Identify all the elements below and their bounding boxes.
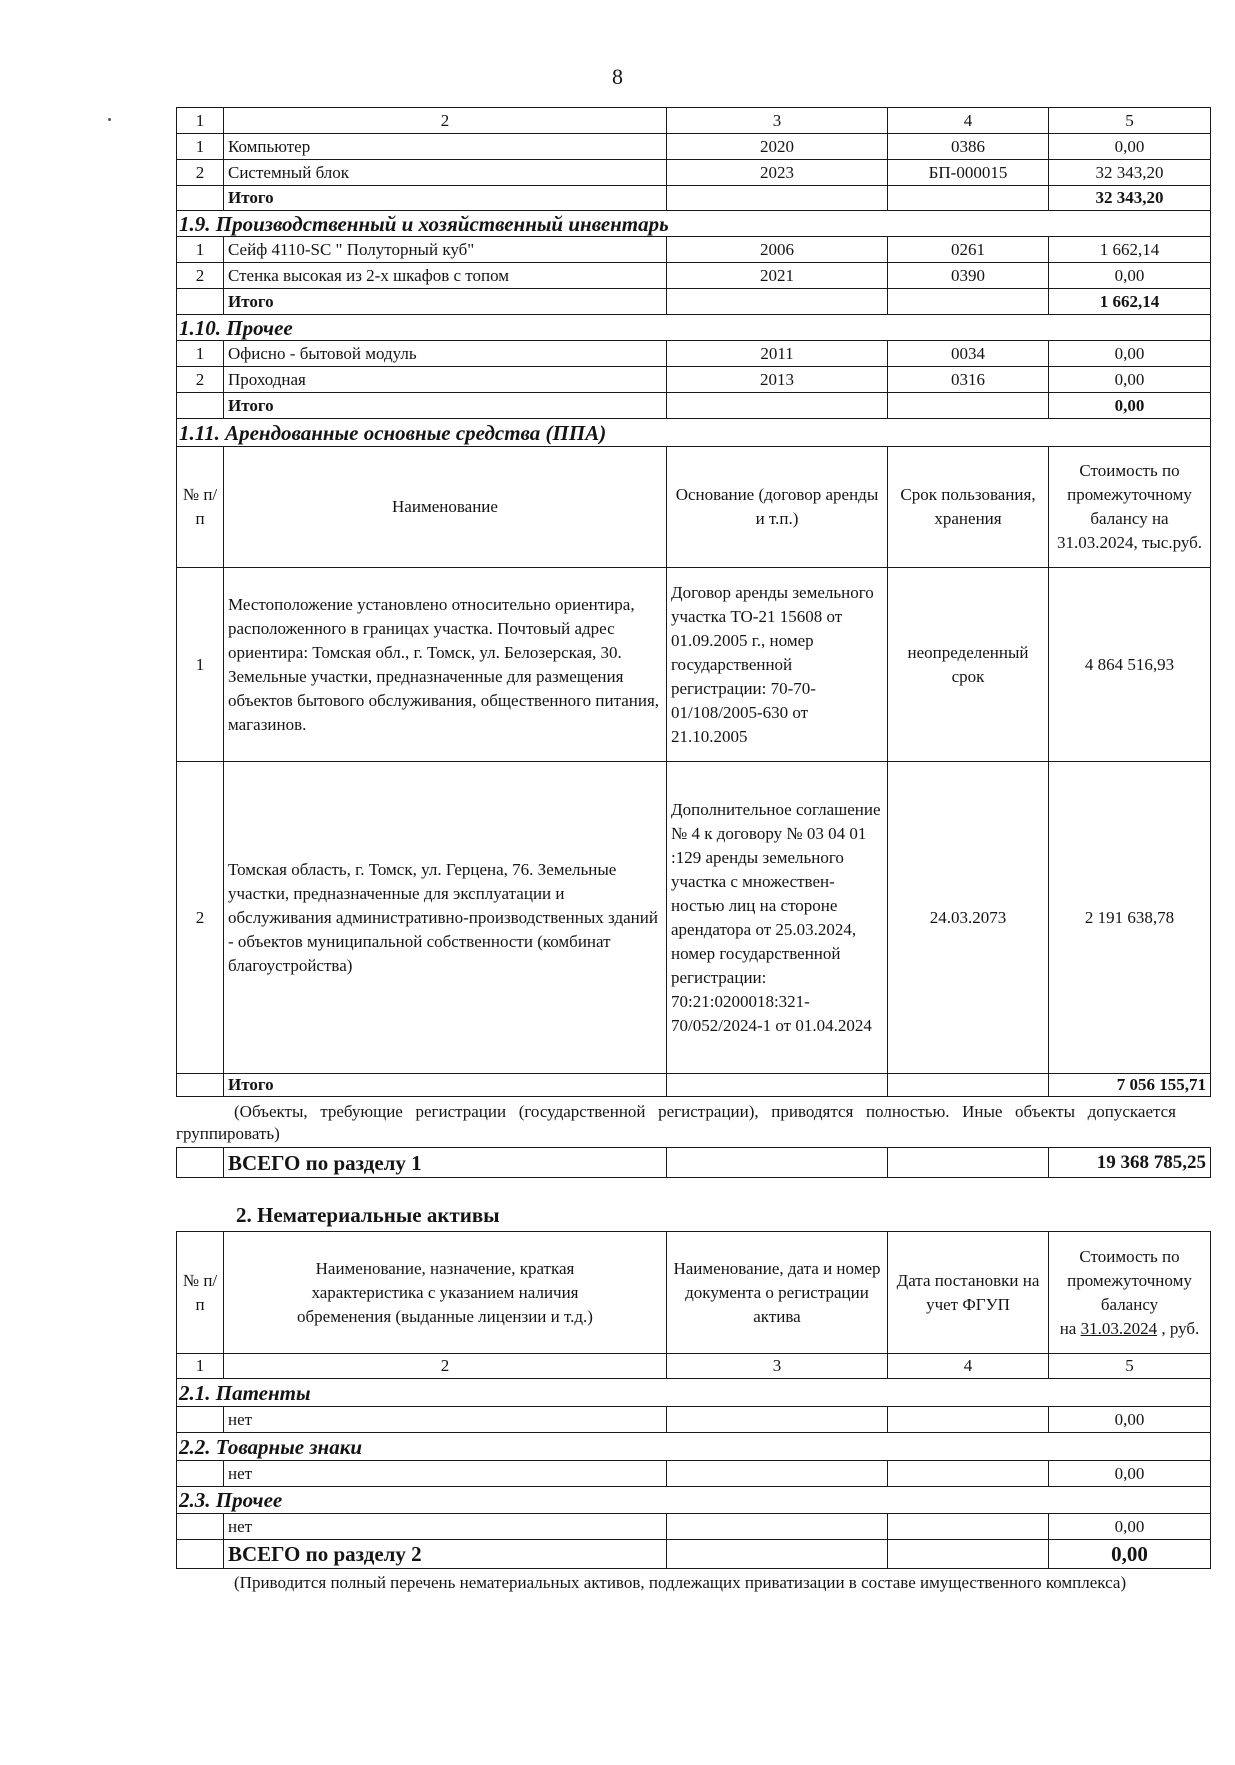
empty-cell [888, 289, 1049, 315]
item-value: 32 343,20 [1049, 160, 1211, 186]
table-row [177, 341, 1211, 367]
empty-cell [667, 1148, 888, 1178]
grand-total-row [177, 1540, 1211, 1569]
item-name: Проходная [224, 367, 667, 393]
empty-cell [888, 1074, 1049, 1097]
empty-cell [177, 1514, 224, 1540]
col-num-4: 4 [888, 1354, 1049, 1379]
item-name: Сейф 4110-SC " Полуторный куб" [224, 237, 667, 263]
header-value-date: 31.03.2024 [1080, 1318, 1158, 1338]
column-number-row [177, 1354, 1211, 1379]
leased-item-value: 2 191 638,78 [1049, 762, 1211, 1074]
empty-cell [667, 393, 888, 419]
empty-cell [177, 1148, 224, 1178]
item-name: нет [224, 1461, 667, 1487]
col-num-2: 2 [224, 108, 667, 134]
total-row [177, 289, 1211, 315]
header-row [177, 447, 1211, 568]
section-title-2-1: 2.1. Патенты [177, 1379, 1211, 1407]
header-basis: Основание (договор аренды и т.п.) [667, 447, 888, 568]
header-term: Срок пользования, хранения [888, 447, 1049, 568]
item-year: 2013 [667, 367, 888, 393]
item-inventory-number: БП-000015 [888, 160, 1049, 186]
empty-cell [888, 1407, 1049, 1433]
header-name: Наименование [224, 447, 667, 568]
col-num-4: 4 [888, 108, 1049, 134]
empty-cell [177, 289, 224, 315]
page-number: 8 [612, 64, 623, 89]
column-number-row [177, 108, 1211, 134]
section-header-row [177, 315, 1211, 341]
row-number: 2 [177, 263, 224, 289]
intangible-assets-table [176, 1231, 1211, 1569]
item-year: 2023 [667, 160, 888, 186]
header-name: Наименование, назначение, краткая характеристика с указанием наличия обременения (выданные лицензии и т.д.) [224, 1232, 667, 1354]
empty-cell [177, 1461, 224, 1487]
header-value-on: на [1059, 1318, 1077, 1338]
col-num-3: 3 [667, 108, 888, 134]
col-num-2: 2 [224, 1354, 667, 1379]
item-name: Стенка высокая из 2-х шкафов с топом [224, 263, 667, 289]
section-header-row [177, 419, 1211, 447]
header-num: № п/п [177, 1232, 224, 1354]
item-value: 0,00 [1049, 341, 1211, 367]
leased-item-name: Местоположение установлено относительно ориентира, расположенного в границах участка. Почтовый адрес ориентира: Томская обл., г. Томск, ул. Белозерская, 30. Земельные участки, предназначенные для размещения объектов бытового обслуживания, общественного питания, магазинов. [224, 568, 667, 762]
table-row [177, 367, 1211, 393]
section-title-1-10: 1.10. Прочее [177, 315, 1211, 341]
section-title-1-9: 1.9. Производственный и хозяйственный инвентарь [177, 211, 1211, 237]
item-value: 0,00 [1049, 263, 1211, 289]
total-value: 1 662,14 [1049, 289, 1211, 315]
item-year: 2020 [667, 134, 888, 160]
total-label: Итого [224, 289, 667, 315]
item-inventory-number: 0261 [888, 237, 1049, 263]
header-document: Наименование, дата и номер документа о регистрации актива [667, 1232, 888, 1354]
section-header-row [177, 1487, 1211, 1514]
row-number: 1 [177, 341, 224, 367]
table-row [177, 237, 1211, 263]
table-row [177, 134, 1211, 160]
empty-cell [177, 1407, 224, 1433]
section-1-note: (Объекты, требующие регистрации (государственной регистрации), приводятся полностью. Иные объекты допускается группировать) [176, 1102, 1176, 1143]
total-row [177, 393, 1211, 419]
item-year: 2021 [667, 263, 888, 289]
section-header-row [177, 1433, 1211, 1461]
grand-total-label: ВСЕГО по разделу 1 [224, 1148, 667, 1178]
item-name: нет [224, 1514, 667, 1540]
empty-cell [667, 186, 888, 211]
header-value: Стоимость по промежуточному балансу на 31.03.2024, тыс.руб. [1049, 447, 1211, 568]
col-num-1: 1 [177, 108, 224, 134]
item-year: 2006 [667, 237, 888, 263]
section-title-2-2: 2.2. Товарные знаки [177, 1433, 1211, 1461]
header-row [177, 1232, 1211, 1354]
empty-cell [667, 289, 888, 315]
total-value: 7 056 155,71 [1049, 1074, 1211, 1097]
empty-cell [177, 1074, 224, 1097]
section-2-note: (Приводится полный перечень нематериальных активов, подлежащих приватизации в составе имущественного комплекса) [234, 1573, 1127, 1592]
item-year: 2011 [667, 341, 888, 367]
item-value: 0,00 [1049, 134, 1211, 160]
empty-cell [888, 1148, 1049, 1178]
item-inventory-number: 0386 [888, 134, 1049, 160]
table-row [177, 1407, 1211, 1433]
col-num-3: 3 [667, 1354, 888, 1379]
grand-total-row [177, 1148, 1211, 1178]
empty-cell [888, 186, 1049, 211]
empty-cell [667, 1407, 888, 1433]
col-num-5: 5 [1049, 1354, 1211, 1379]
col-num-5: 5 [1049, 108, 1211, 134]
row-number: 1 [177, 134, 224, 160]
leased-item-term: неопределенный срок [888, 568, 1049, 762]
assets-table-section-1 [176, 107, 1211, 1097]
section-1-grand-total [176, 1147, 1211, 1178]
grand-total-value: 19 368 785,25 [1049, 1148, 1211, 1178]
total-value: 32 343,20 [1049, 186, 1211, 211]
empty-cell [667, 1461, 888, 1487]
header-value [1049, 1232, 1211, 1354]
header-date: Дата постановки на учет ФГУП [888, 1232, 1049, 1354]
col-num-1: 1 [177, 1354, 224, 1379]
leased-item-value: 4 864 516,93 [1049, 568, 1211, 762]
header-value-suffix: , руб. [1161, 1318, 1200, 1338]
item-name: Офисно - бытовой модуль [224, 341, 667, 367]
table-row [177, 1461, 1211, 1487]
section-2-title: 2. Нематериальные активы [236, 1203, 500, 1227]
grand-total-label: ВСЕГО по разделу 2 [224, 1540, 667, 1569]
total-value: 0,00 [1049, 393, 1211, 419]
table-row [177, 762, 1211, 1074]
item-value: 0,00 [1049, 1514, 1211, 1540]
table-row [177, 1514, 1211, 1540]
section-header-row [177, 211, 1211, 237]
item-value: 0,00 [1049, 1461, 1211, 1487]
section-title-2-3: 2.3. Прочее [177, 1487, 1211, 1514]
empty-cell [667, 1540, 888, 1569]
row-number: 2 [177, 160, 224, 186]
item-inventory-number: 0316 [888, 367, 1049, 393]
total-label: Итого [224, 1074, 667, 1097]
leased-item-basis: Дополнительное соглашение № 4 к договору № 03 04 01 :129 аренды земельного участка с множествен-ностью лиц на стороне арендатора от 25.03.2024, номер государственной регистрации: 70:21:0200018:321-70/052/2024-1 от 01.04.2024 [667, 762, 888, 1074]
item-name: нет [224, 1407, 667, 1433]
section-header-row [177, 1379, 1211, 1407]
row-number: 1 [177, 568, 224, 762]
header-value-prefix: Стоимость по промежуточному балансу [1067, 1246, 1192, 1314]
total-row [177, 1074, 1211, 1097]
item-inventory-number: 0390 [888, 263, 1049, 289]
total-label: Итого [224, 186, 667, 211]
table-row [177, 568, 1211, 762]
leased-item-basis: Договор аренды земельного участка ТО-21 15608 от 01.09.2005 г., номер государственной регистрации: 70-70-01/108/2005-630 от 21.10.2005 [667, 568, 888, 762]
empty-cell [177, 186, 224, 211]
item-name: Системный блок [224, 160, 667, 186]
item-name: Компьютер [224, 134, 667, 160]
row-number: 2 [177, 367, 224, 393]
item-value: 0,00 [1049, 367, 1211, 393]
empty-cell [177, 1540, 224, 1569]
empty-cell [888, 1514, 1049, 1540]
total-row [177, 186, 1211, 211]
table-row [177, 160, 1211, 186]
grand-total-value: 0,00 [1049, 1540, 1211, 1569]
row-number: 1 [177, 237, 224, 263]
total-label: Итого [224, 393, 667, 419]
item-value: 1 662,14 [1049, 237, 1211, 263]
empty-cell [667, 1074, 888, 1097]
header-num: № п/п [177, 447, 224, 568]
table-row [177, 263, 1211, 289]
empty-cell [667, 1514, 888, 1540]
empty-cell [177, 393, 224, 419]
row-number: 2 [177, 762, 224, 1074]
leased-item-term: 24.03.2073 [888, 762, 1049, 1074]
empty-cell [888, 1461, 1049, 1487]
item-value: 0,00 [1049, 1407, 1211, 1433]
section-title-1-11: 1.11. Арендованные основные средства (ППА) [177, 419, 1211, 447]
leased-item-name: Томская область, г. Томск, ул. Герцена, 76. Земельные участки, предназначенные для эксплуатации и обслуживания административно-производственных зданий - объектов муниципальной собственности (комбинат благоустройства) [224, 762, 667, 1074]
empty-cell [888, 393, 1049, 419]
empty-cell [888, 1540, 1049, 1569]
scan-speck [108, 118, 111, 121]
item-inventory-number: 0034 [888, 341, 1049, 367]
